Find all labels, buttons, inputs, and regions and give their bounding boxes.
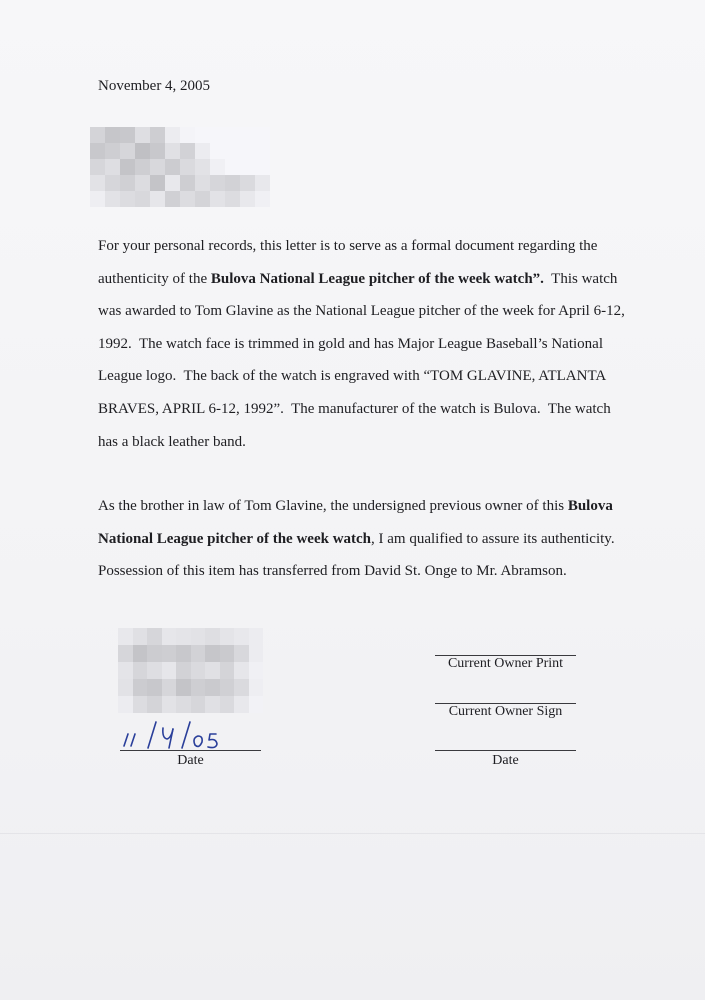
mosaic-cell [105, 143, 120, 159]
mosaic-cell [118, 628, 133, 645]
mosaic-cell [191, 645, 206, 662]
mosaic-cell [162, 662, 177, 679]
letter-date: November 4, 2005 [98, 78, 211, 94]
mosaic-cell [225, 143, 240, 159]
mosaic-cell [210, 159, 225, 175]
body-text: BRAVES, APRIL 6-12, 1992”. The manufacturer of the watch is Bulova. The watch [98, 400, 611, 417]
mosaic-cell [240, 159, 255, 175]
mosaic-cell [205, 662, 220, 679]
mosaic-cell [210, 127, 225, 143]
paragraph-line [98, 360, 607, 393]
bold-text: Bulova [567, 498, 613, 514]
mosaic-cell [133, 679, 148, 696]
mosaic-cell [135, 127, 150, 143]
mosaic-cell [176, 645, 191, 662]
mosaic-cell [135, 191, 150, 207]
mosaic-cell [210, 191, 225, 207]
mosaic-cell [165, 127, 180, 143]
mosaic-cell [210, 175, 225, 191]
mosaic-cell [147, 645, 162, 662]
paragraph-line [98, 490, 613, 523]
paper-fold-line [0, 833, 705, 834]
mosaic-cell [234, 645, 249, 662]
paragraph-line [98, 263, 618, 296]
mosaic-cell [150, 159, 165, 175]
redacted-signature-block [118, 628, 263, 713]
mosaic-cell [105, 191, 120, 207]
mosaic-cell [191, 662, 206, 679]
mosaic-cell [195, 143, 210, 159]
mosaic-cell [255, 127, 270, 143]
mosaic-cell [240, 175, 255, 191]
mosaic-cell [234, 696, 249, 713]
mosaic-cell [180, 191, 195, 207]
mosaic-cell [234, 679, 249, 696]
body-text: , I am qualified to assure its authenticity. [371, 530, 615, 547]
mosaic-cell [105, 159, 120, 175]
mosaic-cell [249, 696, 264, 713]
mosaic-cell [225, 159, 240, 175]
paragraph-ownership [98, 490, 615, 588]
mosaic-cell [255, 143, 270, 159]
mosaic-cell [105, 175, 120, 191]
mosaic-cell [120, 191, 135, 207]
paragraph-line [98, 555, 598, 588]
mosaic-cell [191, 696, 206, 713]
mosaic-cell [225, 175, 240, 191]
mosaic-cell [165, 191, 180, 207]
mosaic-cell [195, 159, 210, 175]
body-text: 1992. The watch face is trimmed in gold and has Major League Baseball’s National [98, 335, 603, 352]
redacted-address-block [90, 127, 270, 207]
mosaic-cell [165, 143, 180, 159]
mosaic-cell [249, 628, 264, 645]
paragraph-line [98, 393, 611, 426]
bold-text: Bulova National League pitcher of the week watch”. [210, 270, 544, 287]
mosaic-cell [205, 696, 220, 713]
mosaic-cell [249, 679, 264, 696]
mosaic-cell [162, 696, 177, 713]
mosaic-cell [225, 191, 240, 207]
mosaic-cell [147, 679, 162, 696]
body-text: As the brother in law of Tom Glavine, the undersigned previous owner of this [98, 498, 568, 514]
mosaic-cell [240, 127, 255, 143]
mosaic-cell [180, 143, 195, 159]
mosaic-cell [255, 191, 270, 207]
mosaic-cell [90, 143, 105, 159]
mosaic-cell [180, 127, 195, 143]
mosaic-cell [180, 159, 195, 175]
owner-sign-label: Current Owner Sign [448, 704, 563, 719]
mosaic-cell [220, 696, 235, 713]
mosaic-cell [147, 696, 162, 713]
paragraph-line [98, 523, 615, 556]
mosaic-cell [150, 143, 165, 159]
mosaic-cell [255, 159, 270, 175]
previous-owner-date-label: Date [177, 753, 204, 768]
mosaic-cell [180, 175, 195, 191]
mosaic-cell [240, 143, 255, 159]
mosaic-cell [195, 175, 210, 191]
mosaic-cell [191, 679, 206, 696]
mosaic-cell [234, 662, 249, 679]
mosaic-cell [120, 127, 135, 143]
mosaic-cell [176, 679, 191, 696]
mosaic-cell [90, 127, 105, 143]
mosaic-cell [118, 662, 133, 679]
body-text: authenticity of the [98, 270, 211, 287]
mosaic-cell [133, 645, 148, 662]
mosaic-cell [210, 143, 225, 159]
body-text: League logo. The back of the watch is engraved with “TOM GLAVINE, ATLANTA [98, 368, 607, 385]
mosaic-cell [195, 191, 210, 207]
mosaic-cell [135, 143, 150, 159]
mosaic-cell [162, 645, 177, 662]
body-text: For your personal records, this letter is to serve as a formal document regarding the [98, 238, 598, 254]
previous-owner-date-line [120, 750, 261, 751]
mosaic-cell [191, 628, 206, 645]
mosaic-cell [150, 175, 165, 191]
mosaic-cell [249, 645, 264, 662]
mosaic-cell [135, 175, 150, 191]
paragraph-line [98, 295, 625, 328]
mosaic-cell [220, 679, 235, 696]
mosaic-cell [133, 696, 148, 713]
body-text: was awarded to Tom Glavine as the National League pitcher of the week for April 6-12, [98, 303, 625, 320]
mosaic-cell [195, 127, 210, 143]
mosaic-cell [255, 175, 270, 191]
mosaic-cell [120, 175, 135, 191]
mosaic-cell [249, 662, 264, 679]
mosaic-cell [147, 628, 162, 645]
mosaic-cell [225, 127, 240, 143]
handwritten-date [118, 718, 238, 752]
mosaic-cell [220, 645, 235, 662]
mosaic-cell [90, 191, 105, 207]
paragraph-line [98, 426, 598, 459]
bold-text: National League pitcher of the week watch [98, 530, 372, 547]
body-text: Possession of this item has transferred from David St. Onge to Mr. Abramson. [98, 563, 567, 580]
mosaic-cell [120, 143, 135, 159]
mosaic-cell [176, 628, 191, 645]
mosaic-cell [162, 628, 177, 645]
mosaic-cell [205, 645, 220, 662]
mosaic-cell [165, 159, 180, 175]
mosaic-cell [105, 127, 120, 143]
body-text: This watch [543, 270, 618, 287]
mosaic-cell [220, 662, 235, 679]
mosaic-cell [135, 159, 150, 175]
mosaic-cell [90, 159, 105, 175]
mosaic-cell [220, 628, 235, 645]
mosaic-cell [176, 662, 191, 679]
body-text: has a black leather band. [98, 433, 246, 450]
mosaic-cell [133, 662, 148, 679]
paragraph-line [98, 230, 598, 263]
mosaic-cell [162, 679, 177, 696]
mosaic-cell [234, 628, 249, 645]
owner-date-line [435, 750, 576, 751]
mosaic-cell [118, 679, 133, 696]
owner-print-label: Current Owner Print [447, 656, 564, 671]
mosaic-cell [205, 679, 220, 696]
mosaic-cell [147, 662, 162, 679]
mosaic-cell [150, 191, 165, 207]
mosaic-cell [120, 159, 135, 175]
mosaic-cell [165, 175, 180, 191]
mosaic-cell [118, 696, 133, 713]
mosaic-cell [205, 628, 220, 645]
mosaic-cell [240, 191, 255, 207]
paragraph-line [98, 328, 603, 361]
mosaic-cell [133, 628, 148, 645]
mosaic-cell [118, 645, 133, 662]
mosaic-cell [90, 175, 105, 191]
mosaic-cell [176, 696, 191, 713]
owner-date-label: Date [492, 753, 519, 768]
mosaic-cell [150, 127, 165, 143]
paragraph-authenticity [98, 230, 625, 458]
